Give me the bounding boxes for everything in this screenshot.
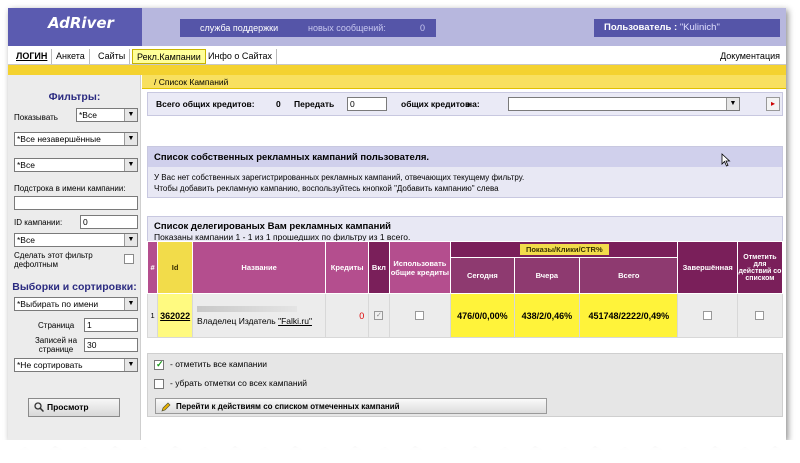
row-mark[interactable] [737,294,782,338]
delegated-subtitle: Показаны кампании 1 - 1 из 1 прошедших по фильтру из 1 всего. [154,232,411,242]
user-name: "Kulinich" [679,22,720,33]
accent-bar [8,65,786,75]
default-filter-label: Сделать этот фильтр дефолтным [14,251,93,269]
col-use-credits: Использовать общие кредиты [389,242,450,294]
total-credits-label: Всего общих кредитов: [156,99,255,109]
col-num: # [148,242,158,294]
campaign-id-label: ID кампании: [14,218,63,227]
tab-site-info[interactable]: Инфо о Сайтах [204,49,277,64]
select-by-name-select[interactable]: *Выбирать по имени ▼ [14,297,138,311]
row-name [193,294,326,338]
docs-link[interactable]: Документация [720,51,780,61]
status-select[interactable]: *Все незавершённые ▼ [14,132,138,146]
arrow-right-icon[interactable]: ▸ [766,97,780,111]
uncheck-all-row[interactable]: - убрать отметки со всех кампаний [154,378,307,389]
bulk-actions [147,353,783,417]
row-yesterday: 438/2/0,46% [514,294,580,338]
new-messages-count: 0 [420,23,426,33]
preview-button[interactable]: Просмотр [28,398,120,417]
check-all-checkbox[interactable] [154,360,164,370]
uncheck-all-checkbox[interactable] [154,379,164,389]
per-page-label: Записей на странице [34,336,78,354]
sort-title: Выборки и сортировки: [12,281,137,293]
blurred-name [197,306,297,312]
sort-select[interactable]: *Не сортировать ▼ [14,358,138,372]
breadcrumb: / Список Кампаний [142,75,786,89]
page-label: Страница [38,321,75,330]
own-campaigns-title: Список собственных рекламных кампаний пользователя. [148,147,782,167]
row-completed[interactable] [678,294,737,338]
tab-profile[interactable]: Анкета [52,49,90,64]
show-label: Показывать [14,113,58,122]
credits-bar [147,92,783,116]
logo[interactable]: AdRiver [8,8,142,46]
completed-checkbox[interactable] [703,311,712,320]
own-campaigns-line1: У Вас нет собственных зарегистрированных рекламных кампаний, отвечающих текущему фильтру. [154,173,525,182]
own-campaigns-line2: Чтобы добавить рекламную кампанию, воспользуйтесь кнопкой "Добавить кампанию" слева [154,184,499,193]
col-today: Сегодня [451,258,515,294]
user-box [594,19,780,37]
use-credits-checkbox[interactable] [415,311,424,320]
col-credits: Кредиты [326,242,369,294]
owner-link[interactable]: "Falki.ru" [278,315,312,326]
campaigns-table [147,241,783,338]
type-select[interactable]: *Все ▼ [14,158,138,172]
show-select[interactable]: *Все ▼ [76,108,138,122]
chevron-down-icon: ▼ [124,133,137,145]
own-campaigns-section [147,146,783,198]
col-mark: Отметить для действий со списком [737,242,782,294]
transfer-label: Передать [294,99,335,109]
pencil-icon [161,402,171,412]
name-substring-input[interactable] [14,196,138,210]
tab-login[interactable]: ЛОГИН [12,49,52,64]
mouse-cursor-icon [721,153,731,167]
general-credits-label: общих кредитов [401,99,471,109]
support-link[interactable]: служба поддержки [200,23,279,33]
row-use-credits[interactable] [389,294,450,338]
owner-label: Владелец Издатель [197,315,276,326]
torn-edge [0,440,800,463]
col-id[interactable]: Id [158,242,193,294]
credit-target-select[interactable] [508,97,740,111]
user-label: Пользователь : [604,22,678,33]
mark-checkbox[interactable] [755,311,764,320]
app-window [8,8,786,440]
chevron-down-icon: ▼ [124,298,137,310]
transfer-input[interactable]: 0 [347,97,387,111]
chevron-down-icon: ▼ [124,109,137,121]
support-bar [180,19,436,37]
delegated-section [147,216,783,242]
apply-actions-button[interactable]: Перейти к действиям со списком отмеченных кампаний [155,398,547,414]
checkmark-icon: ✓ [156,358,164,369]
to-label: на: [467,99,480,109]
row-total: 451748/2222/0,49% [580,294,678,338]
main-content [142,75,786,440]
col-completed: Завершённая [678,242,737,294]
default-filter-checkbox[interactable] [124,254,134,264]
per-page-input[interactable]: 30 [84,338,138,352]
chevron-down-icon: ▼ [726,98,739,110]
page-input[interactable]: 1 [84,318,138,332]
filters-sidebar [8,75,141,440]
top-bar [8,8,786,46]
row-id-link[interactable]: 362022 [158,294,193,338]
tab-sites[interactable]: Сайты [94,49,130,64]
all-select[interactable]: *Все ▼ [14,233,138,247]
name-substring-label: Подстрока в имени кампании: [14,184,126,193]
chevron-down-icon: ▼ [124,359,137,371]
chevron-down-icon: ▼ [124,159,137,171]
delegated-title: Список делегированых Вам рекламных кампаний [154,221,391,232]
col-name[interactable]: Название [193,242,326,294]
check-icon: ✓ [376,312,382,320]
campaign-id-input[interactable]: 0 [80,215,138,229]
new-messages-label: новых сообщений: [308,23,386,33]
check-all-row[interactable]: ✓ - отметить все кампании [156,358,267,369]
filters-title: Фильтры: [48,91,101,103]
row-credits: 0 [326,294,369,338]
col-stats-group: Показы/Клики/CTR% [451,242,678,258]
row-today: 476/0/0,00% [451,294,515,338]
col-total: Всего [580,258,678,294]
tab-campaigns[interactable]: Рекл.Кампании [132,49,206,64]
row-num: 1 [148,294,158,338]
col-yesterday: Вчера [514,258,580,294]
total-credits-value: 0 [276,99,281,109]
search-icon [34,402,44,412]
main-nav [8,46,786,65]
table-row [148,294,783,338]
chevron-down-icon: ▼ [124,234,137,246]
col-enabled: Вкл [369,242,389,294]
row-enabled[interactable] [369,294,389,338]
